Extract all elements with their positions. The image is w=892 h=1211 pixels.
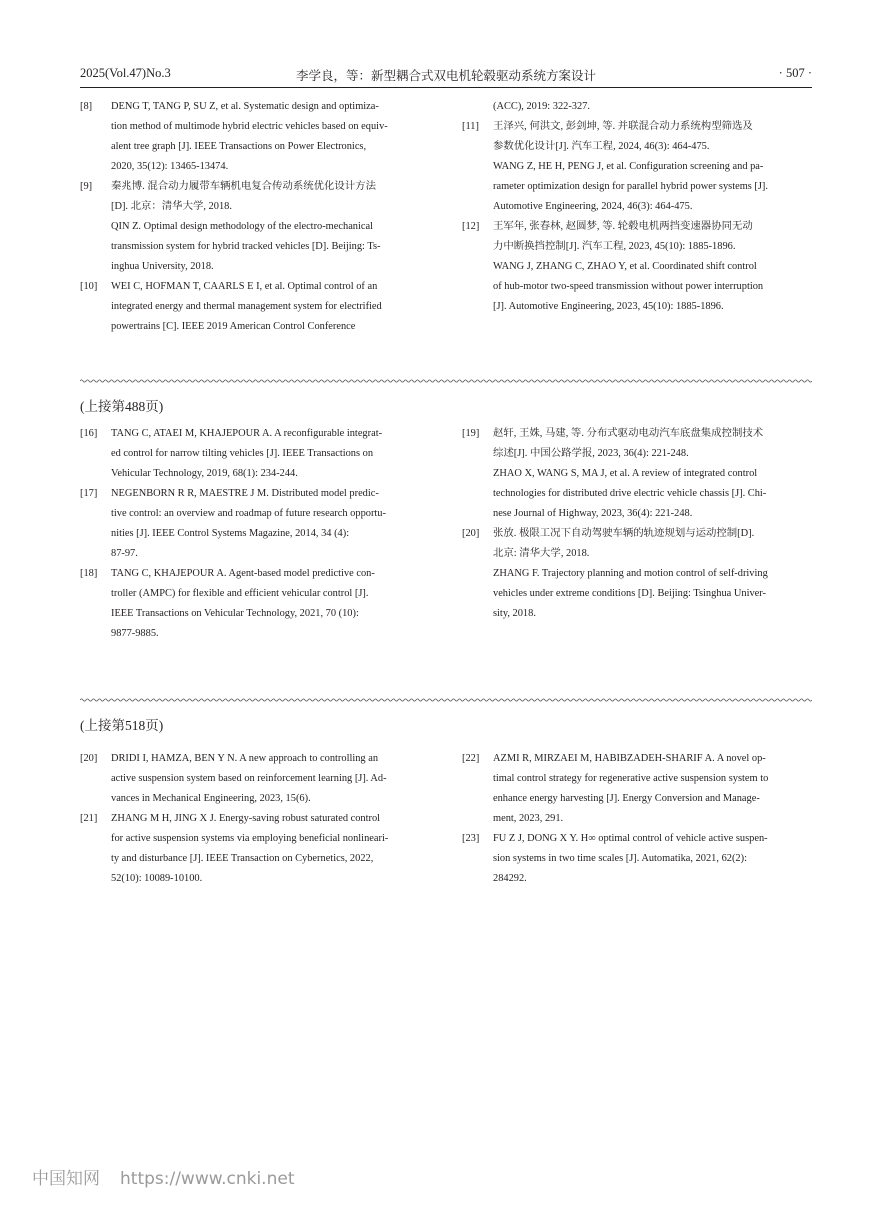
reference-line: nese Journal of Highway, 2023, 36(4): 221-248. xyxy=(493,508,693,519)
reference-number: [21] xyxy=(80,813,98,824)
reference-line: for active suspension systems via employing beneficial nonlineari- xyxy=(111,833,389,844)
reference-line: troller (AMPC) for flexible and efficient vehicular control [J]. xyxy=(111,588,369,599)
reference-line: Vehicular Technology, 2019, 68(1): 234-244. xyxy=(111,468,298,479)
section1-left-column xyxy=(80,97,428,337)
reference-line: 王军年, 张春林, 赵圆梦, 等. 轮毂电机两挡变速器协同无动 xyxy=(493,221,753,232)
reference-line: DRIDI I, HAMZA, BEN Y N. A new approach to controlling an xyxy=(111,753,379,764)
reference-number: [20] xyxy=(462,528,480,539)
reference-line: 52(10): 10089-10100. xyxy=(111,873,203,884)
reference-number: [16] xyxy=(80,428,98,439)
reference-text xyxy=(111,749,428,809)
reference-line: TANG C, ATAEI M, KHAJEPOUR A. A reconfigurable integrat- xyxy=(111,428,383,439)
reference-line: IEEE Transactions on Vehicular Technology, 2021, 70 (10): xyxy=(111,608,359,619)
reference-line: [D]. 北京：清华大学, 2018. xyxy=(111,201,232,212)
reference-line: vances in Mechanical Engineering, 2023, 15(6). xyxy=(111,793,311,804)
section2-left-column xyxy=(80,424,428,644)
reference-item xyxy=(462,117,810,217)
reference-line: sion systems in two time scales [J]. Automatika, 2021, 62(2): xyxy=(493,853,747,864)
reference-text xyxy=(493,217,810,317)
reference-line: QIN Z. Optimal design methodology of the electro-mechanical xyxy=(111,221,373,232)
reference-line: ment, 2023, 291. xyxy=(493,813,564,824)
reference-line: 王泽兴, 何洪文, 彭剑坤, 等. 并联混合动力系统构型筛选及 xyxy=(493,121,753,132)
reference-line: ed control for narrow tilting vehicles [J]. IEEE Transactions on xyxy=(111,448,374,459)
reference-line: ZHAO X, WANG S, MA J, et al. A review of integrated control xyxy=(493,468,758,479)
reference-item xyxy=(80,809,428,889)
reference-number: [8] xyxy=(80,101,93,112)
reference-line: 参数优化设计[J]. 汽车工程, 2024, 46(3): 464-475. xyxy=(493,141,710,152)
reference-text xyxy=(493,117,810,217)
reference-item xyxy=(462,217,810,317)
journal-issue: 2025(Vol.47)No.3 xyxy=(80,66,171,80)
continued-heading: (上接第518页) xyxy=(80,718,164,733)
reference-line: technologies for distributed drive electric vehicle chassis [J]. Chi- xyxy=(493,488,767,499)
reference-line: 2020, 35(12): 13465-13474. xyxy=(111,161,229,172)
reference-line: ty and disturbance [J]. IEEE Transaction on Cybernetics, 2022, xyxy=(111,853,374,864)
reference-text xyxy=(493,749,810,829)
reference-line: 张放. 极限工况下自动驾驶车辆的轨迹规划与运动控制[D]. xyxy=(493,528,755,539)
reference-line: WANG J, ZHANG C, ZHAO Y, et al. Coordinated shift control xyxy=(493,261,757,272)
wavy-line xyxy=(80,378,812,384)
reference-line: 9877-9885. xyxy=(111,628,159,639)
reference-text xyxy=(111,809,428,889)
reference-number: [12] xyxy=(462,221,480,232)
reference-number: [23] xyxy=(462,833,480,844)
header-rule xyxy=(80,87,812,88)
reference-line: WEI C, HOFMAN T, CAARLS E I, et al. Optimal control of an xyxy=(111,281,378,292)
reference-item xyxy=(462,97,810,117)
reference-line: ZHANG M H, JING X J. Energy-saving robust saturated control xyxy=(111,813,381,824)
reference-line: AZMI R, MIRZAEI M, HABIBZADEH-SHARIF A. A novel op- xyxy=(493,753,766,764)
reference-text xyxy=(111,424,428,484)
section1-right-column xyxy=(462,97,810,317)
reference-line: active suspension system based on reinforcement learning [J]. Ad- xyxy=(111,773,387,784)
reference-line: tive control: an overview and roadmap of future research opportu- xyxy=(111,508,386,519)
section3-right-column xyxy=(462,749,810,889)
reference-item xyxy=(462,829,810,889)
continued-heading: (上接第488页) xyxy=(80,399,164,414)
reference-line: FU Z J, DONG X Y. H∞ optimal control of vehicle active suspen- xyxy=(493,833,768,844)
reference-line: 赵轩, 王姝, 马建, 等. 分布式驱动电动汽车底盘集成控制技术 xyxy=(493,428,764,439)
cnki-url[interactable]: https://www.cnki.net xyxy=(120,1169,295,1189)
section2-right-column xyxy=(462,424,810,624)
page-number: · 507 · xyxy=(778,66,812,80)
reference-number: [18] xyxy=(80,568,98,579)
reference-item xyxy=(80,177,428,277)
reference-text xyxy=(493,524,810,624)
reference-number: [17] xyxy=(80,488,98,499)
section3-left-column xyxy=(80,749,428,889)
reference-item xyxy=(80,749,428,809)
reference-line: (ACC), 2019: 322-327. xyxy=(493,101,590,112)
reference-text xyxy=(493,97,810,117)
reference-line: rameter optimization design for parallel hybrid power systems [J]. xyxy=(493,181,768,192)
reference-line: tion method of multimode hybrid electric vehicles based on equiv- xyxy=(111,121,388,132)
reference-line: 284292. xyxy=(493,873,527,884)
reference-item xyxy=(80,564,428,644)
reference-line: nities [J]. IEEE Control Systems Magazine, 2014, 34 (4): xyxy=(111,528,350,539)
reference-line: Automotive Engineering, 2024, 46(3): 464-475. xyxy=(493,201,693,212)
reference-item xyxy=(462,524,810,624)
reference-line: vehicles under extreme conditions [D]. Beijing: Tsinghua Univer- xyxy=(493,588,767,599)
reference-line: timal control strategy for regenerative active suspension system to xyxy=(493,773,769,784)
reference-line: NEGENBORN R R, MAESTRE J M. Distributed model predic- xyxy=(111,488,379,499)
reference-line: alent tree graph [J]. IEEE Transactions on Power Electronics, xyxy=(111,141,367,152)
reference-text xyxy=(111,177,428,277)
reference-line: TANG C, KHAJEPOUR A. Agent-based model predictive con- xyxy=(111,568,375,579)
reference-line: integrated energy and thermal management system for electrified xyxy=(111,301,382,312)
reference-number: [10] xyxy=(80,281,98,292)
watermark xyxy=(32,1164,294,1189)
reference-item xyxy=(80,277,428,337)
reference-line: 秦兆博. 混合动力履带车辆机电复合传动系统优化设计方法 xyxy=(111,181,376,192)
reference-line: 北京: 清华大学, 2018. xyxy=(493,548,590,559)
reference-line: 87-97. xyxy=(111,548,138,559)
reference-line: of hub-motor two-speed transmission without power interruption xyxy=(493,281,764,292)
reference-item xyxy=(462,749,810,829)
page-header xyxy=(80,66,812,86)
running-title: 李学良，等：新型耦合式双电机轮毂驱动系统方案设计 xyxy=(295,69,596,83)
reference-number: [22] xyxy=(462,753,480,764)
reference-text xyxy=(111,484,428,564)
reference-item xyxy=(462,424,810,524)
reference-text xyxy=(111,277,428,337)
section-divider xyxy=(80,697,812,703)
wavy-line xyxy=(80,697,812,703)
reference-item xyxy=(80,484,428,564)
reference-number: [11] xyxy=(462,121,479,132)
cnki-logo: 中国知网 xyxy=(32,1169,100,1189)
reference-text xyxy=(493,424,810,524)
reference-text xyxy=(493,829,810,889)
reference-line: transmission system for hybrid tracked vehicles [D]. Beijing: Ts- xyxy=(111,241,381,252)
reference-item xyxy=(80,97,428,177)
reference-line: [J]. Automotive Engineering, 2023, 45(10): 1885-1896. xyxy=(493,301,724,312)
reference-text xyxy=(111,97,428,177)
reference-number: [19] xyxy=(462,428,480,439)
reference-text xyxy=(111,564,428,644)
reference-line: enhance energy harvesting [J]. Energy Conversion and Manage- xyxy=(493,793,760,804)
reference-line: sity, 2018. xyxy=(493,608,536,619)
reference-number: [9] xyxy=(80,181,93,192)
reference-number: [20] xyxy=(80,753,98,764)
reference-item xyxy=(80,424,428,484)
reference-line: 力中断换挡控制[J]. 汽车工程, 2023, 45(10): 1885-1896. xyxy=(493,241,736,252)
reference-line: inghua University, 2018. xyxy=(111,261,214,272)
reference-line: DENG T, TANG P, SU Z, et al. Systematic design and optimiza- xyxy=(111,101,379,112)
reference-line: ZHANG F. Trajectory planning and motion control of self-driving xyxy=(493,568,768,579)
reference-line: powertrains [C]. IEEE 2019 American Control Conference xyxy=(111,321,356,332)
reference-line: WANG Z, HE H, PENG J, et al. Configuration screening and pa- xyxy=(493,161,764,172)
reference-line: 综述[J]. 中国公路学报, 2023, 36(4): 221-248. xyxy=(493,448,689,459)
section-divider xyxy=(80,378,812,384)
